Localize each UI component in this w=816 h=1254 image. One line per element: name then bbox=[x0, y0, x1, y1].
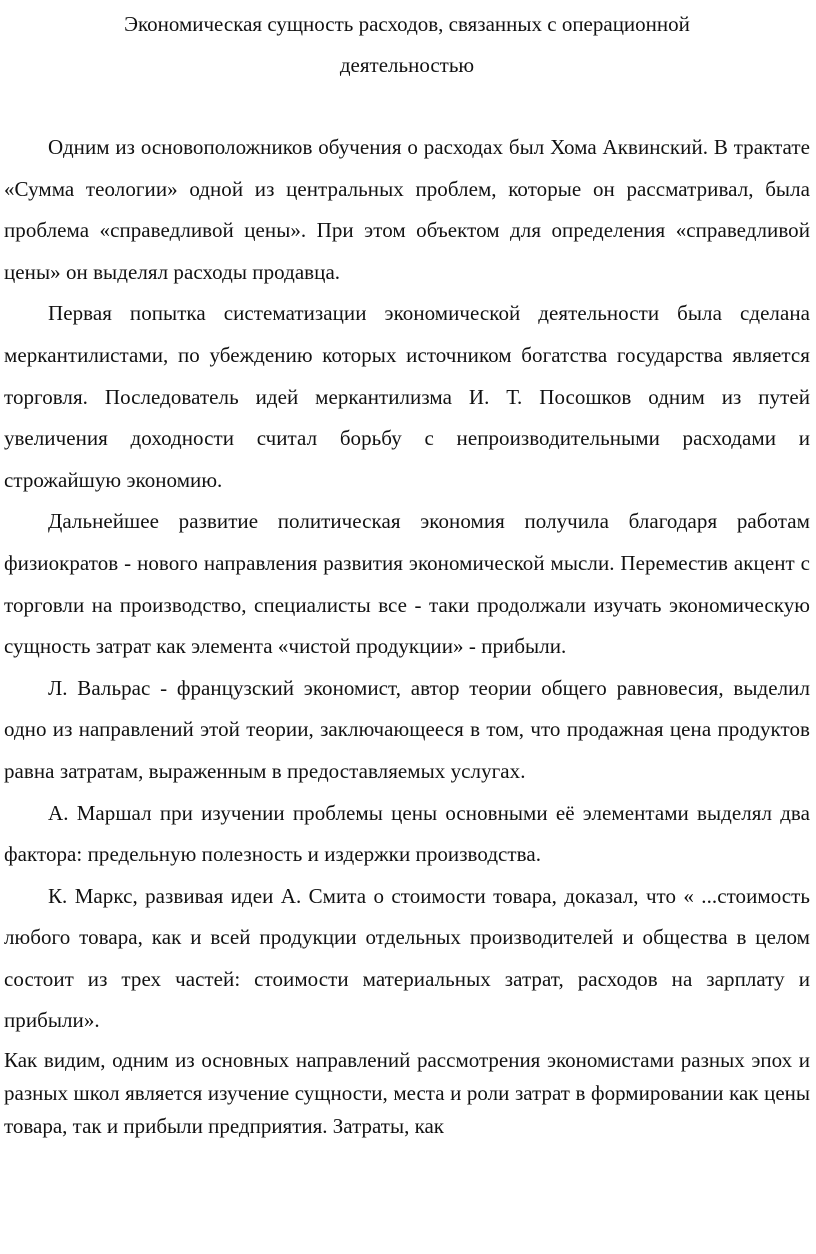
paragraph-marshall: А. Маршал при изучении проблемы цены основными её элементами выделял два фактора: предельную полезность и издержки производства. bbox=[4, 800, 810, 867]
document-title bbox=[4, 4, 810, 86]
paragraph-walras: Л. Вальрас - французский экономист, автор теории общего равновесия, выделил одно из направлений этой теории, заключающееся в том, что продажная цена продуктов равна затратам, выраженным в предоставляемых услугах. bbox=[4, 675, 810, 783]
document-body bbox=[4, 127, 810, 1143]
paragraph-marx: К. Маркс, развивая идеи А. Смита о стоимости товара, доказал, что « ...стоимость любого товара, как и всей продукции отдельных производителей и общества в целом состоит из трех частей: стоимости материальных затрат, расходов на зарплату и прибыли». bbox=[4, 883, 810, 1033]
paragraph-mercantilists: Первая попытка систематизации экономической деятельности была сделана меркантилистами, по убеждению которых источником богатства государства является торговля. Последователь идей меркантилизма И. Т. Посошков одним из путей увеличения доходности считал борьбу с непроизводительными расходами и строжайшую экономию. bbox=[4, 301, 810, 492]
paragraph-closing: Как видим, одним из основных направлений рассмотрения экономистами разных эпох и разных школ является изучение сущности, места и роли затрат в формировании как цены товара, так и прибыли предприятия. Затраты, как bbox=[4, 1048, 810, 1139]
paragraph-aquinas: Одним из основоположников обучения о расходах был Хома Аквинский. В трактате «Сумма теологии» одной из центральных проблем, которые он рассматривал, была проблема «справедливой цены». При этом объектом для определения «справедливой цены» он выделял расходы продавца. bbox=[4, 135, 810, 284]
title-line-1: Экономическая сущность расходов, связанных с операционной bbox=[124, 12, 690, 36]
paragraph-physiocrats: Дальнейшее развитие политическая экономия получила благодаря работам физиократов - нового направления развития экономической мысли. Переместив акцент с торговли на производство, специалисты все - таки продолжали изучать экономическую сущность затрат как элемента «чистой продукции» - прибыли. bbox=[4, 509, 810, 659]
title-line-2: деятельностью bbox=[339, 53, 475, 77]
